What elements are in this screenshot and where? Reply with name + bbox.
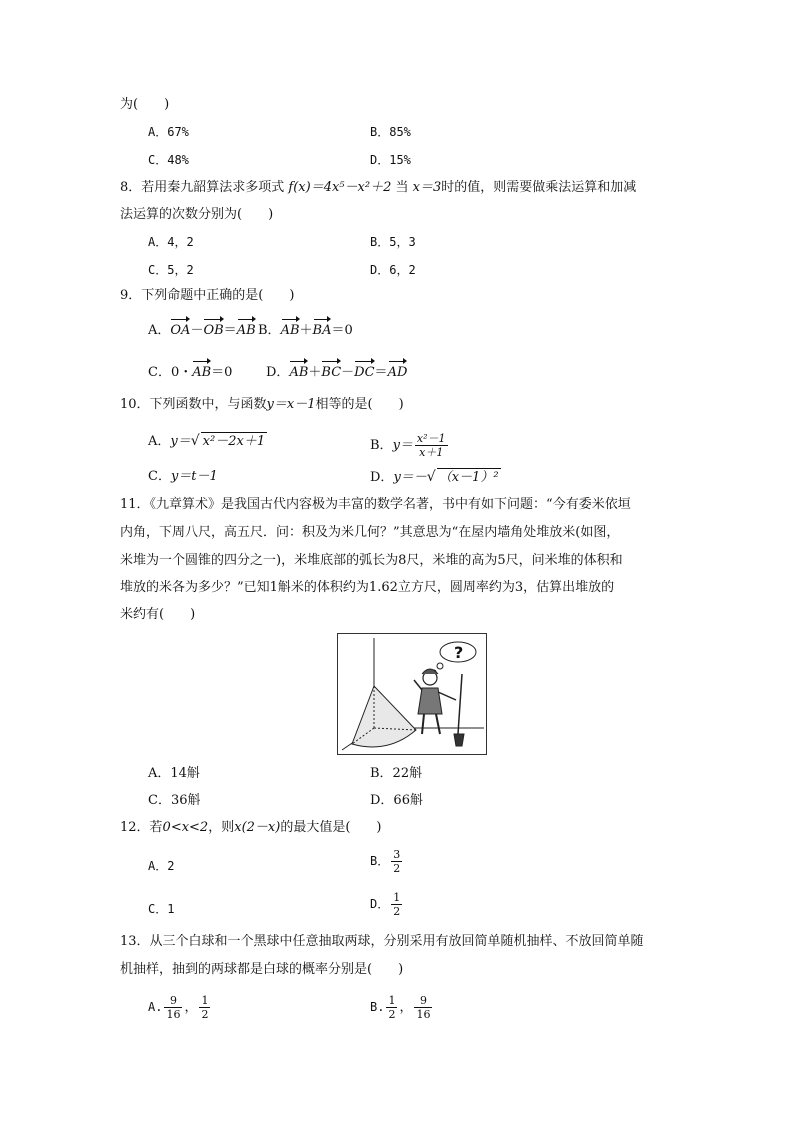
q12-b-numerator: 3 <box>393 848 401 861</box>
q10-b-numerator <box>415 432 448 446</box>
radical-icon: √ <box>426 469 436 485</box>
q10-text-pre: 10．下列函数中，与函数 <box>120 397 267 412</box>
q10-option-d <box>370 468 501 487</box>
q7-option-d: D．15% <box>370 153 411 167</box>
q13-a-num-2: 1 <box>201 994 209 1007</box>
q10-stem <box>120 396 404 414</box>
q12-d-denominator: 2 <box>393 905 401 918</box>
q10-d-label: D． <box>370 470 394 485</box>
q13-b-label: B. <box>370 1000 385 1014</box>
q10-d-radicand <box>437 468 501 487</box>
q8-fx: f <box>288 180 294 195</box>
q13-a-label: A. <box>148 1000 163 1014</box>
q12-b-fraction <box>391 848 402 875</box>
q10-b-lhs: y＝ <box>392 438 413 453</box>
q11-option-a: A．14斛 <box>148 766 200 781</box>
q10-b-numerator-text: x²－1 <box>416 432 446 445</box>
q8-option-c: C．5，2 <box>148 263 194 277</box>
q7-stem-continuation: 为( ) <box>120 97 170 112</box>
q10-b-denominator-text: x＋1 <box>419 446 444 459</box>
q10-b-denominator <box>415 446 448 459</box>
q9-a-vector-1: OA <box>170 316 190 340</box>
q8-text-pre: 8．若用秦九韶算法求多项式 <box>120 180 285 195</box>
q10-d-radicand-text: （x－1）² <box>438 470 499 485</box>
q9-b-vector-2: BA <box>313 316 332 340</box>
q8-option-d: D．6，2 <box>370 263 416 277</box>
q7-option-a: A．67% <box>148 125 189 139</box>
q13-b-fraction-2 <box>414 994 432 1021</box>
q8-polynomial: (x)＝4x⁵－x²＋2 <box>293 180 392 195</box>
q12-stem <box>120 819 381 837</box>
q13-option-a: A. $\frac{9}{16}$ ， $\frac{1}{2}$ <box>148 994 209 1021</box>
q11-stem-line1: 11．《九章算术》是我国古代内容极为丰富的数学名著，书中有如下问题：“今有委米依垣 <box>120 497 631 512</box>
q9-d-vector-4: AD <box>388 358 408 382</box>
q10-a-lhs: y＝ <box>170 434 191 449</box>
q9-d-label: D． <box>266 365 290 380</box>
q10-b-label: B． <box>370 438 393 453</box>
q12-option-b <box>370 848 404 875</box>
q9-d-vector-1: AB <box>289 358 308 382</box>
q11-stem-line5: 米约有( ) <box>120 607 196 622</box>
q13-a-den-1: 16 <box>166 1008 181 1021</box>
rice-pile-illustration <box>338 634 486 754</box>
q10-d-lhs: y＝－ <box>393 470 427 485</box>
q9-option-b: B．AB＋BA＝0 <box>258 316 353 340</box>
q13-b-den-2: 16 <box>416 1008 431 1021</box>
q9-b-vector-1: AB <box>281 316 300 340</box>
rice-pile-figure <box>337 633 487 755</box>
q13-a-fraction-2 <box>199 994 210 1021</box>
q12-condition: 0<x<2 <box>162 820 209 835</box>
q9-a-vector-3: AB <box>237 316 256 340</box>
q13-b-fraction-1 <box>386 994 397 1021</box>
q12-text-pre: 12．若 <box>120 820 163 835</box>
q9-b-label: B． <box>258 323 281 338</box>
q11-option-d: D．66斛 <box>370 793 423 808</box>
q11-stem-line2: 内角，下周八尺，高五尺．问：积及为米几何？”其意思为“在屋内墙角处堆放米(如图， <box>120 525 620 540</box>
q12-d-label: D． <box>370 897 390 911</box>
q11-option-b: B．22斛 <box>370 766 423 781</box>
q12-option-d <box>370 891 404 918</box>
q13-a-fraction-1 <box>164 994 182 1021</box>
q9-b-rhs: ＝0 <box>331 323 353 338</box>
q9-c-label: C．0・ <box>148 365 193 380</box>
q9-a-vector-2: OB <box>203 316 223 340</box>
q9-c-vector: AB <box>192 358 211 382</box>
q11-stem-line4: 堆放的米各为多少？”已知1斛米的体积约为1.62立方尺，圆周率约为3，估算出堆放的 <box>120 580 615 595</box>
q11-stem-line3: 米堆为一个圆锥的四分之一)，米堆底部的弧长为8尺，米堆的高为5尺，问米堆的体积和 <box>120 553 623 568</box>
q8-text-mid: 当 <box>395 180 409 195</box>
q10-option-c <box>148 468 218 486</box>
q12-d-numerator: 1 <box>393 891 401 904</box>
q12-text-post: 的最大值是( ) <box>280 820 382 835</box>
q10-text-post: 相等的是( ) <box>315 397 404 412</box>
q10-a-label: A． <box>148 434 171 449</box>
q12-option-a: A．2 <box>148 859 175 873</box>
radical-icon: √ <box>190 433 200 449</box>
q13-stem-line1: 13．从三个白球和一个黑球中任意抽取两球，分别采用有放回简单随机抽样、不放回简单随 <box>120 934 644 949</box>
q13-option-b: B. $\frac{1}{2}$ ， $\frac{9}{16}$ <box>370 994 431 1021</box>
q10-option-a <box>148 432 267 451</box>
q12-b-denominator: 2 <box>393 862 401 875</box>
q9-stem: 9．下列命题中正确的是( ) <box>120 288 295 303</box>
q10-option-b <box>370 432 450 459</box>
q12-d-fraction <box>391 891 402 918</box>
q9-option-c <box>148 358 232 382</box>
question-mark-text: ? <box>454 643 464 662</box>
q10-b-fraction <box>415 432 448 459</box>
q12-text-mid: ，则 <box>208 820 235 835</box>
q13-b-num-2: 9 <box>414 994 432 1008</box>
q9-option-d: D．AB＋BC－DC＝AD <box>266 358 407 382</box>
q8-stem-line1 <box>120 179 636 197</box>
q8-text-post: 时的值，则需要做乘法运算和加减 <box>441 180 637 195</box>
q13-a-num-1: 9 <box>164 994 182 1008</box>
q10-a-radicand-text: x²－2x＋1 <box>202 434 266 449</box>
q10-a-radicand <box>201 432 267 451</box>
q10-function: y＝x－1 <box>266 397 316 412</box>
q12-b-label: B． <box>370 854 390 868</box>
q8-stem-line2: 法运算的次数分别为( ) <box>120 207 274 222</box>
q8-option-a: A．4，2 <box>148 235 194 249</box>
q12-expression: x(2－x) <box>234 820 281 835</box>
q9-a-label: A． <box>148 323 171 338</box>
q8-option-b: B．5，3 <box>370 235 416 249</box>
q12-option-c: C．1 <box>148 902 175 916</box>
q9-d-vector-3: DC <box>354 358 374 382</box>
q9-d-vector-2: BC <box>321 358 341 382</box>
q9-c-rhs: ＝0 <box>211 365 233 380</box>
q11-option-c: C．36斛 <box>148 793 201 808</box>
q7-option-b: B．85% <box>370 125 411 139</box>
q7-option-c: C．48% <box>148 153 189 167</box>
q8-x-value: x＝3 <box>412 180 442 195</box>
q13-b-num-1: 1 <box>388 994 396 1007</box>
q13-b-den-1: 2 <box>388 1008 396 1021</box>
q10-c-label: C． <box>148 469 171 484</box>
q13-a-den-2: 2 <box>201 1008 209 1021</box>
q13-stem-line2: 机抽样，抽到的两球都是白球的概率分别是( ) <box>120 962 404 977</box>
q10-c-expr: y＝t－1 <box>170 469 218 484</box>
q9-option-a: A．OA－OB＝AB <box>148 316 256 340</box>
